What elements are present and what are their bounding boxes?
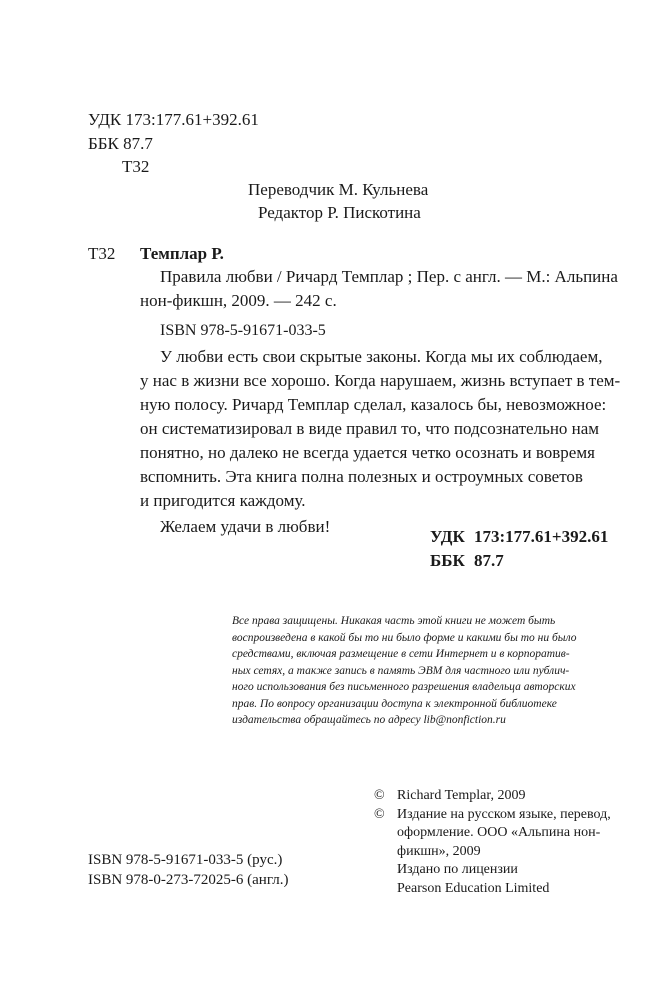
annotation-line: у нас в жизни все хорошо. Когда нарушаем, жизнь вступает в тем- [140,371,621,390]
rights-line: прав. По вопросу организации доступа к электронной библиотеке [232,697,557,710]
rights-line: Все права защищены. Никакая часть этой книги не может быть [232,615,556,627]
catalog-code: Т32 [88,244,116,263]
annotation-line: и пригодится каждому. [140,491,306,510]
udk-label: УДК [430,527,465,546]
catalog-description-line-1: Правила любви / Ричард Темплар ; Пер. с англ. — М.: Альпина [160,267,618,286]
isbn-russian: ISBN 978-5-91671-033-5 (рус.) [88,852,283,868]
annotation [140,345,620,539]
udk-header: УДК 173:177.61+392.61 [88,110,259,129]
rights-line: ного использования без письменного разрешения владельца авторских [232,681,576,693]
copyright-russian-line: оформление. ООО «Альпина нон- [397,825,601,840]
rights-notice [232,613,576,729]
license-line: Pearson Education Limited [397,880,550,896]
rights-line: ных сетях, а также запись в память ЭВМ для частного или публич- [232,664,570,677]
copyright-block [374,787,611,898]
rights-line: воспроизведена в какой бы то ни было форме и какими бы то ни было [232,631,577,644]
translator-credit: Переводчик М. Кульнева [248,180,429,199]
annotation-closing: Желаем удачи в любви! [160,517,331,536]
license-info [374,861,611,898]
copyright-symbol: © [374,806,385,822]
isbn-english: ISBN 978-0-273-72025-6 (англ.) [88,872,289,888]
license-line: Издано по лицензии [397,862,518,877]
catalog-description-line-2: нон-фикшн, 2009. — 242 с. [140,291,337,310]
bbk-label: ББК [430,551,465,570]
rights-line: издательства обращайтесь по адресу lib@nonfiction.ru [232,714,506,726]
annotation-line: ную полосу. Ричард Темплар сделал, казалось бы, невозможное: [140,395,607,414]
author-code-header: Т32 [122,157,150,176]
editor-credit: Редактор Р. Пискотина [258,203,421,222]
annotation-line: У любви есть свои скрытые законы. Когда мы их соблюдаем, [160,347,603,366]
copyright-russian [374,806,611,862]
annotation-line: вспомнить. Эта книга полна полезных и остроумных советов [140,467,583,486]
copyright-original [374,787,611,806]
copyright-russian-line: фикшн», 2009 [397,843,481,859]
bbk-value: 87.7 [474,551,504,570]
udk-value: 173:177.61+392.61 [474,527,609,546]
isbn-list [88,850,288,890]
copyright-original-text: Richard Templar, 2009 [397,788,526,803]
copyright-russian-line: Издание на русском языке, перевод, [397,806,611,822]
annotation-line: он систематизировал в виде правил то, что подсознательно нам [140,419,600,438]
catalog-isbn: ISBN 978-5-91671-033-5 [160,322,326,339]
catalog-author: Темплар Р. [140,244,224,263]
rights-line: средствами, включая размещение в сети Интернет и в корпоратив- [232,648,570,660]
annotation-line: понятно, но далеко не всегда удается четко осознать и вовремя [140,443,595,462]
copyright-symbol: © [374,788,385,803]
bbk-header: ББК 87.7 [88,134,153,153]
